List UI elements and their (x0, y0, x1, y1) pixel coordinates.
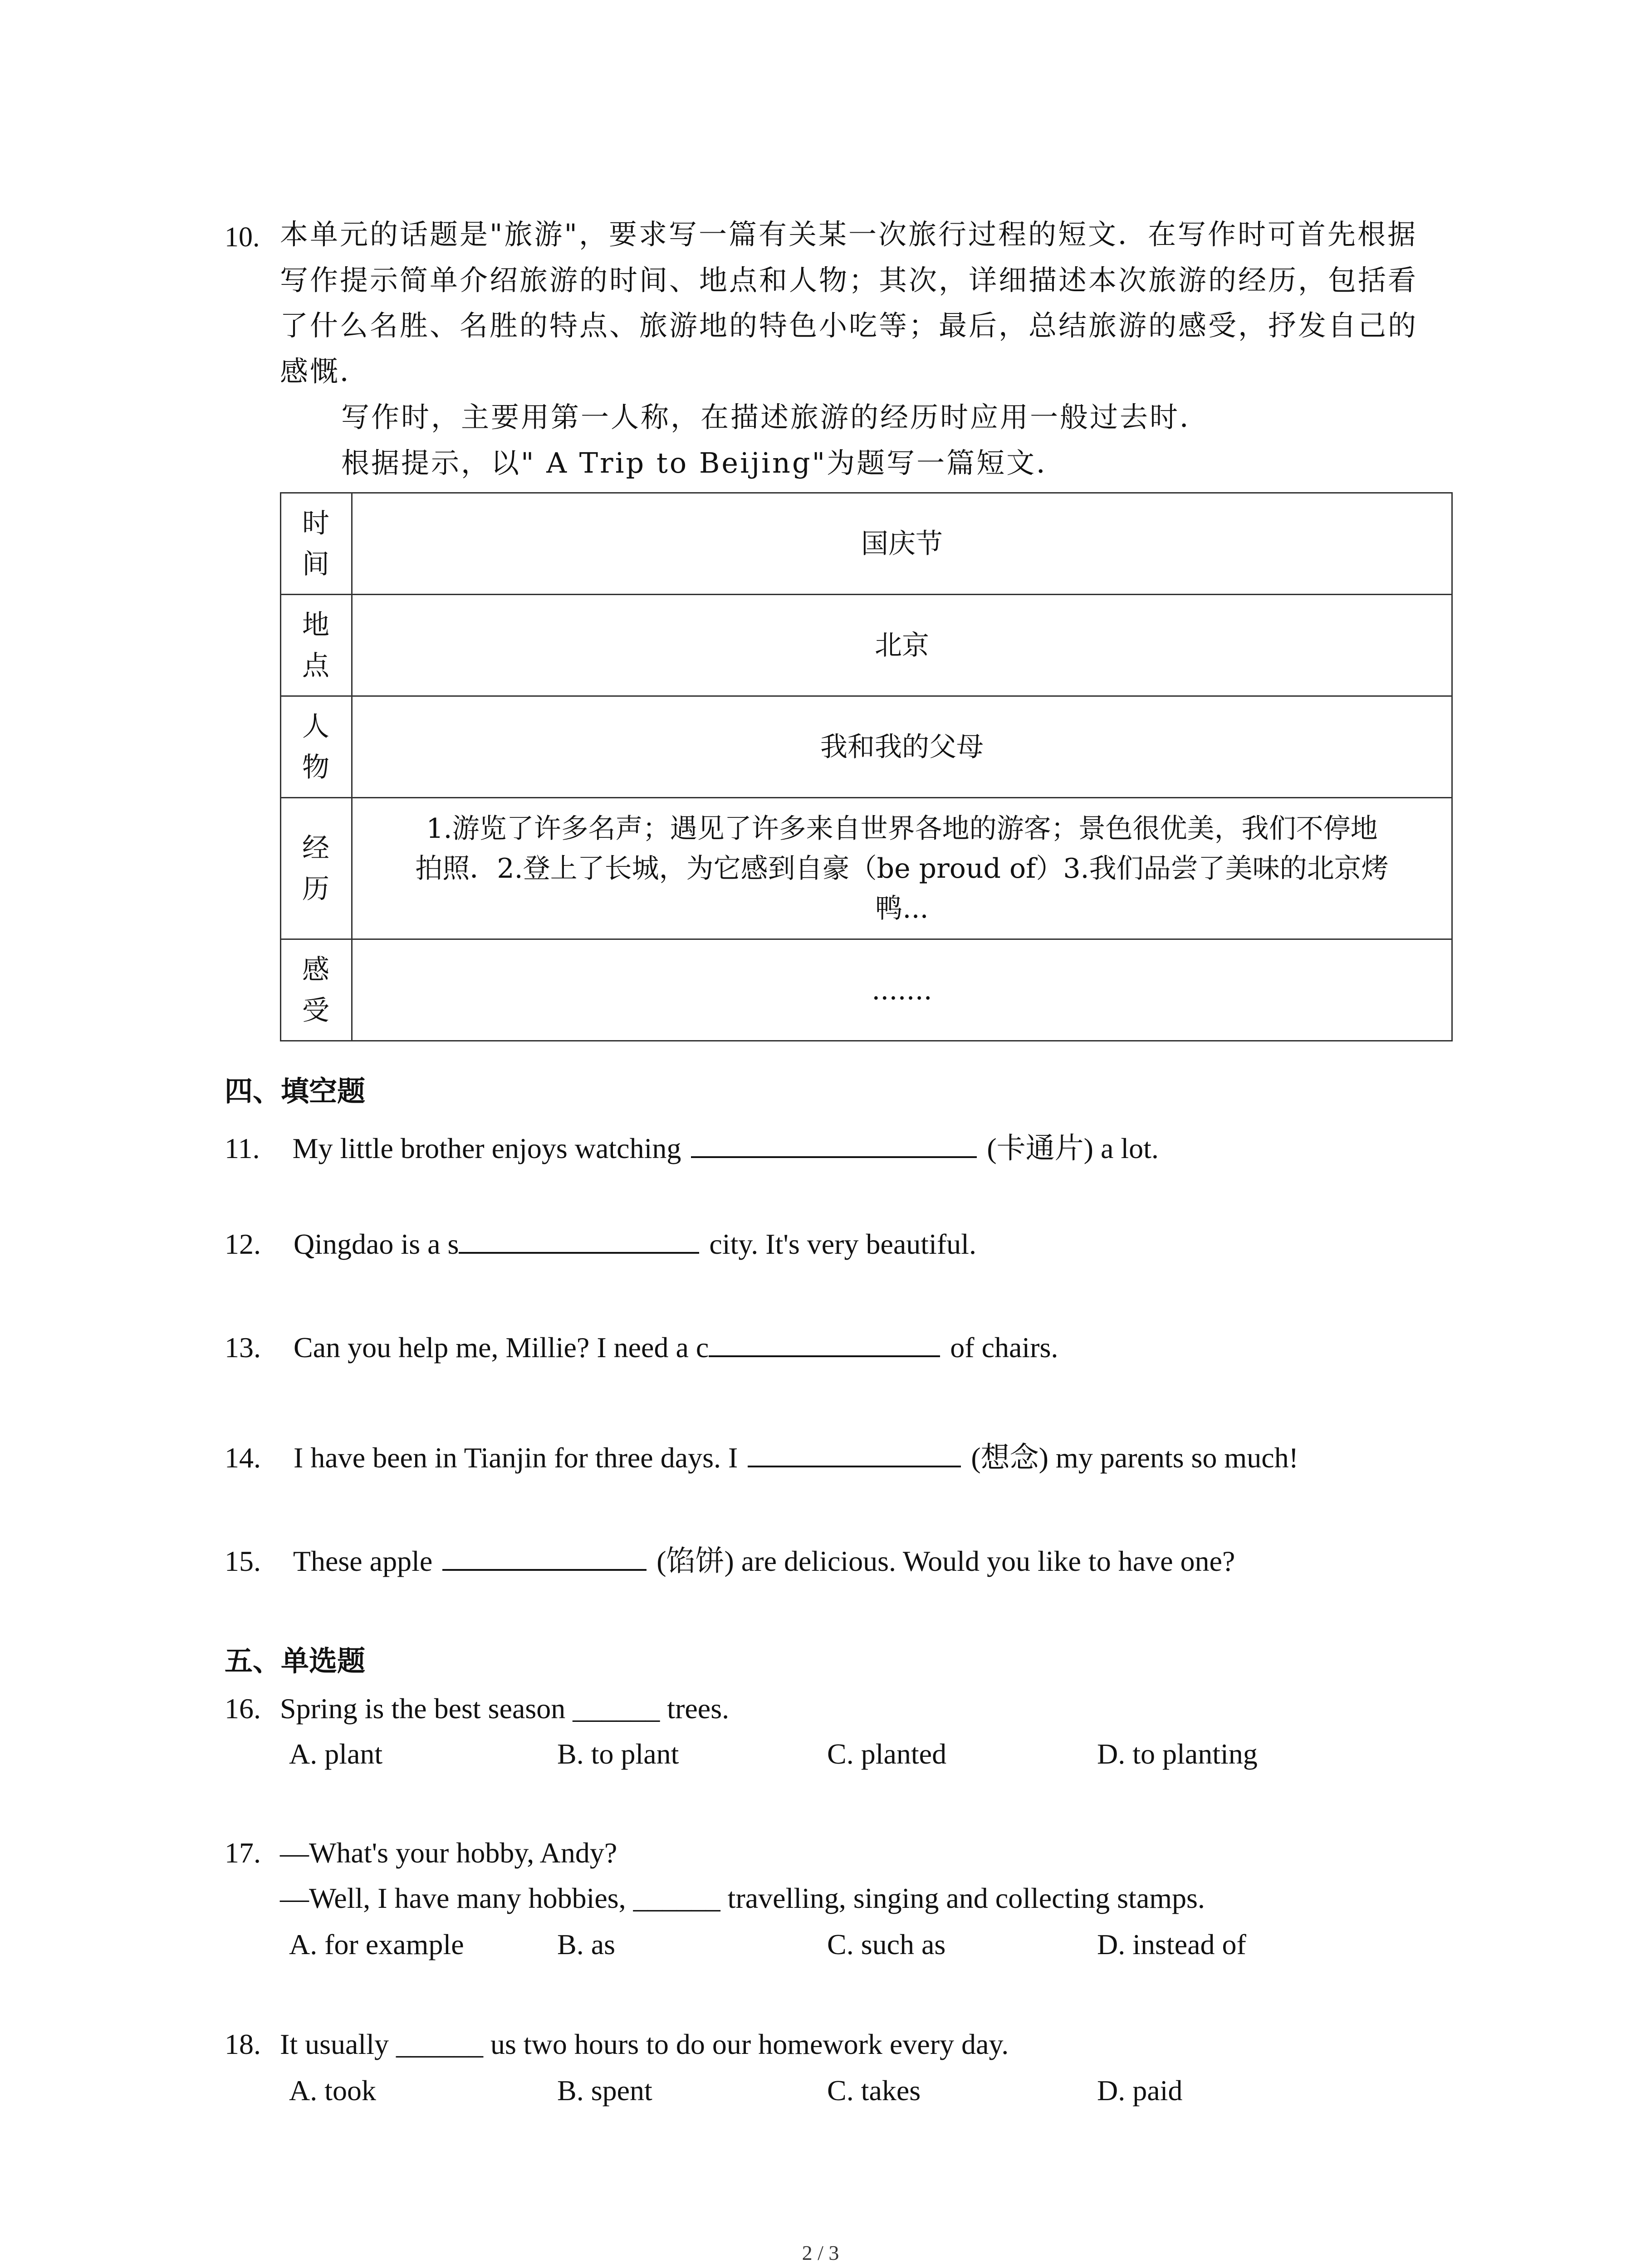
q10-paragraph-3: 根据提示，以" A Trip to Beijing"为题写一篇短文． (341, 446, 1067, 479)
question-12 (225, 1227, 976, 1261)
q10-line-3: 了什么名胜、名胜的特点、旅游地的特色小吃等；最后，总结旅游的感受，抒发自己的 (280, 309, 1418, 342)
question-17-line-2: —Well, I have many hobbies, ______ travelling, singing and collecting stamps. (280, 1882, 1205, 1914)
answer-blank[interactable] (709, 1332, 940, 1357)
q18-option-a[interactable]: A. took (289, 2074, 376, 2107)
question-text-after: (想念) my parents so much! (971, 1442, 1298, 1474)
answer-blank[interactable] (459, 1228, 699, 1254)
question-15 (225, 1538, 1235, 1579)
question-text-before: Qingdao is a s (294, 1228, 459, 1260)
question-number: 11. (225, 1132, 260, 1164)
q10-paragraph-2: 写作时，主要用第一人称，在描述旅游的经历时应用一般过去时． (341, 401, 1210, 434)
q18-option-d[interactable]: D. paid (1097, 2074, 1183, 2107)
q16-option-a[interactable]: A. plant (289, 1738, 383, 1770)
table-value: 国庆节 (352, 493, 1452, 595)
table-value: ....... (352, 939, 1452, 1041)
q17-option-a[interactable]: A. for example (289, 1928, 464, 1960)
q16-option-c[interactable]: C. planted (827, 1738, 947, 1770)
table-key: 人物 (281, 696, 352, 798)
q18-option-b[interactable]: B. spent (557, 2074, 652, 2107)
question-number: 15. (225, 1545, 261, 1577)
table-value-line: 1.游览了许多名声；遇见了许多来自世界各地的游客；景色很优美，我们不停地 (426, 812, 1378, 845)
question-14 (225, 1434, 1298, 1476)
question-text-before: I have been in Tianjin for three days. I (294, 1442, 738, 1474)
q16-option-b[interactable]: B. to plant (557, 1738, 679, 1770)
page-number: 2 / 3 (802, 2241, 839, 2264)
table-value: 北京 (352, 595, 1452, 696)
question-text-before: Can you help me, Millie? I need a c (294, 1331, 709, 1364)
question-text-before: These apple (293, 1545, 433, 1577)
table-value (352, 798, 1452, 939)
q17-option-b[interactable]: B. as (557, 1928, 615, 1960)
question-number: 12. (225, 1228, 261, 1260)
q10-line-2: 写作提示简单介绍旅游的时间、地点和人物；其次，详细描述本次旅游的经历，包括看 (280, 264, 1418, 297)
table-row (281, 595, 1452, 696)
answer-blank[interactable] (748, 1442, 961, 1467)
table-row (281, 939, 1452, 1041)
table-key: 感受 (281, 939, 352, 1041)
question-17-line-1: —What's your hobby, Andy? (280, 1837, 617, 1869)
q10-number: 10. (225, 222, 260, 253)
q10-line-1: 本单元的话题是"旅游"，要求写一篇有关某一次旅行过程的短文．在写作时可首先根据 (280, 218, 1418, 251)
question-text-after: of chairs. (950, 1331, 1058, 1364)
q18-option-c[interactable]: C. takes (827, 2074, 921, 2107)
table-row (281, 798, 1452, 939)
table-key: 时间 (281, 493, 352, 595)
question-18-stem: It usually ______ us two hours to do our homework every day. (280, 2028, 1009, 2060)
q17-option-c[interactable]: C. such as (827, 1928, 946, 1960)
question-number: 14. (225, 1442, 261, 1474)
question-16-number: 16. (225, 1692, 261, 1725)
table-key: 经历 (281, 798, 352, 939)
question-17-number: 17. (225, 1837, 261, 1869)
answer-blank[interactable] (691, 1133, 977, 1158)
question-text-after: (卡通片) a lot. (987, 1132, 1159, 1164)
answer-blank[interactable] (442, 1545, 647, 1571)
table-value-line: 鸭... (875, 892, 929, 924)
q17-option-d[interactable]: D. instead of (1097, 1928, 1246, 1960)
question-text-before: My little brother enjoys watching (292, 1132, 681, 1164)
question-text-after: (馅饼) are delicious. Would you like to have one? (656, 1545, 1235, 1577)
table-value: 我和我的父母 (352, 696, 1452, 798)
q10-line-4: 感慨． (280, 355, 370, 388)
table-value-line: 拍照．2.登上了长城，为它感到自豪（be proud of）3.我们品尝了美味的北京烤 (415, 852, 1389, 885)
trip-info-table (280, 492, 1453, 1041)
question-16-stem: Spring is the best season ______ trees. (280, 1692, 730, 1725)
question-11 (225, 1125, 1159, 1167)
table-key: 地点 (281, 595, 352, 696)
section-title-fill-in: 四、填空题 (225, 1075, 366, 1108)
section-title-single-choice: 五、单选题 (225, 1644, 366, 1677)
q16-option-d[interactable]: D. to planting (1097, 1738, 1258, 1770)
question-18-number: 18. (225, 2028, 261, 2060)
table-row (281, 696, 1452, 798)
question-text-after: city. It's very beautiful. (709, 1228, 976, 1260)
question-number: 13. (225, 1331, 261, 1364)
question-13 (225, 1331, 1058, 1364)
table-row (281, 493, 1452, 595)
